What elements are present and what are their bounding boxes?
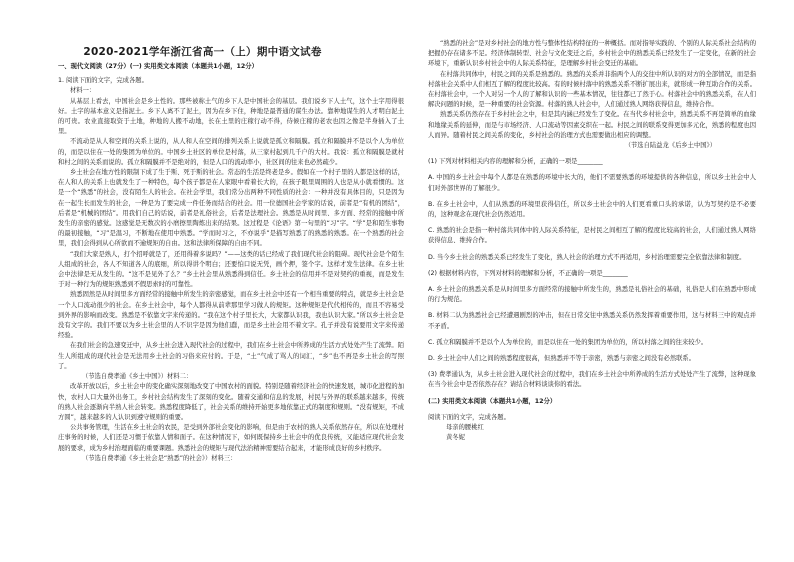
left-column — [58, 62, 404, 464]
paragraph: 在村落共同体中，村民之间的关系是熟悉的。熟悉的关系并非指两个人的交往中所认识的对方的全部情况，而是指村落社会关系中人们相互了解的程度比较高。有的时候村落中的熟悉关系不断扩展出来，就形成一种互助合作的关系。在村落社会中，一个人对另一个人的了解和认识的一些基本情况，往往都已了然于心。村落社会中的熟悉关系，在人们解决问题的时候，是一种重要的社会资源。村落的熟人社会中，人们通过熟人网络获得信息，维持合作。 — [428, 70, 756, 109]
section-heading: 一、现代文阅读（27分）(一) 实用类文本阅读（本题共1小题，12分） — [58, 63, 258, 70]
paragraph: 熟悉关系仍然存在于乡村社会之中，但是其内涵已经发生了变化。在当代乡村社会中，熟悉关系不再是简单的血缘和地缘关系的延伸，而是与市场经济、人口流动等因素交织在一起。村民之间的联系变得更加多元化，熟悉的程度也因人而异。随着村民之间关系的变化，乡村社会的治理方式也需要做出相应的调整。 — [428, 111, 756, 139]
source-note: （节选自费孝通《乡土社会是“熟悉”的社会》）材料三： — [82, 454, 237, 462]
material-label: 材料一： — [70, 87, 96, 95]
option-d: D. 乡土社会中人们之间的熟悉程度很高，但熟悉并不等于亲密，熟悉与亲密之间没有必然联系。 — [428, 355, 696, 363]
source-note: （节选自陆益龙《后乡土中国》） — [624, 142, 716, 150]
paragraph: “熟悉的社会”是对乡村社会的地方性与整体性结构特征的一种概括。而对指导实践的、个别的人际关系社会结构的把握仍存在诸多不足。经济体制转型、社会与文化变迁之后，乡村社会中的熟悉关系已经发生了一定变化，在新的社会环境下，重新认识乡村社会中的人际关系特征，是理解乡村社会变迁的基础。 — [428, 40, 756, 68]
option-b: B. 在乡土社会中，人们从熟悉的环境里获得信任，所以乡土社会中的人们更看重口头的承诺，认为写契约是不必要的，这种观念在现代社会仍然适用。 — [428, 200, 756, 219]
paragraph: “我们大家是熟人，打个招呼就是了，还用得着多说吗？”——这类的话已经成了我们现代社会的阻碍。现代社会是个陌生人组成的社会，各人不知道各人的底细，所以得讲个明白；还要怕口说无凭，画个押，签个字。这样才发生法律。在乡土社会中法律是无从发生的。“这不是见外了么？”乡土社会里从熟悉得到信任。乡土社会的信用并不是对契约的重视，而是发生于对一种行为的规矩熟悉到不假思索时的可靠性。 — [58, 250, 404, 289]
paragraph: 公共事务管理，生活在乡土社会的农民，是受到外部社会变化的影响，但是由于农村的熟人关系依然存在，所以在处理村庄事务的时候，人们还是习惯于依靠人情和面子。在这种情况下，如何既保持乡土社会中的优良传统，又能适应现代社会发展的要求，成为乡村治理面临的重要课题。熟悉社会的规矩与现代法治精神需要结合起来，才能形成良好的乡村秩序。 — [58, 424, 404, 452]
right-column — [428, 39, 756, 444]
section-heading: (二) 实用类文本阅读（本题共1小题，12分） — [428, 397, 557, 405]
poem-author: 黄冬妮 — [446, 434, 465, 442]
option-a: A. 中国的乡土社会中每个人都是在熟悉的环境中长大的，他们不需要熟悉的环境提供的各种信息，所以乡土社会中人们对外部世界的了解很少。 — [428, 174, 756, 192]
question-stem: (1) 下列对材料相关内容的理解和分析，正确的一项是________ — [428, 158, 603, 166]
option-d: D. 当今乡土社会的熟悉关系已经发生了变化，熟人社会的治理方式不再适用，乡村治理需要完全依靠法律和制度。 — [428, 253, 746, 261]
paragraph: 改革开放以后，乡土社会中的变化确实深刻地改变了中国农村的面貌。特别是随着经济社会的快速发展，城市化进程的加快，农村人口大量外出务工，乡村社会结构发生了深刻的变化。随着交通和信息的发展，村民与外界的联系越来越多，传统的熟人社会逐渐向半熟人社会转变。熟悉程度降低了，社会关系的维持开始更多地依靠正式的制度和规则。“没有规矩，不成方圆”，越来越多的人认识到遵守规则的重要。 — [58, 383, 404, 421]
question-stem: (2) 根据材料内容，下列对材料的理解和分析，不正确的一项是________ — [428, 269, 628, 277]
paragraph: 从基层上看去，中国社会是乡土性的。那些被称土气的乡下人是中国社会的基层。我们说乡下人土气，这个土字用得很好。土字的基本意义是指泥土。乡下人离不了泥土，因为在乡下住，种地是最普通的谋生办法。靠种地谋生的人才明白泥土的可贵。农业直接取资于土地，种地的人搬不动地，长在土里的庄稼行动不得，侍候庄稼的老农也因之像是半身插入了土里。 — [58, 97, 404, 136]
poem-title: 母亲的腰桃红 — [446, 424, 484, 432]
paragraph: 在我们社会的急速变迁中，从乡土社会进入现代社会的过程中，我们在乡土社会中所养成的生活方式处处产生了流弊。陌生人所组成的现代社会是无法用乡土社会的习俗来应付的。于是，“土”气成了骂人的词汇，“乡”也不再是乡土社会的写照了。 — [58, 342, 404, 370]
page-title: 2020-2021学年浙江省高一（上）期中语文试卷 — [83, 46, 322, 58]
source-note: （节选自费孝通《乡土中国》）材料二： — [82, 373, 193, 381]
paragraph: 乡土社会在地方性的限制下成了生于斯、死于斯的社会。常态的生活是终老是乡。假如在一个村子里的人都是这样的话，在人和人的关系上也就发生了一种特色，每个孩子都是在人家眼中看着长大的，在孩子眼里周围的人也是从小就看惯的。这是一个“熟悉”的社会，没有陌生人的社会。在社会学里，我们常分出两种不同性质的社会：一种并没有具体目的，只是因为在一起生长而发生的社会，一种是为了要完成一件任务而结合的社会。用一位德国社会学家的话说，前者是“有机的团结”，后者是“机械的团结”。用我们自己的话说，前者是礼俗社会，后者是法理社会。熟悉是从时间里、多方面、经常的接触中所发生的亲密的感觉。这感觉是无数次的小磨擦里陶炼出来的结果。这过程是《论语》第一句里的“习”字。“学”是和陌生事物的最初接触，“习”是温习，不断地在使用中熟悉。“学而时习之，不亦说乎”是描写熟悉了的熟悉的熟悉。在一个熟悉的社会里，我们会得到从心所欲而不逾规矩的自由。这和法律所保障的自由不同。 — [58, 169, 404, 248]
question-stem: (3) 费孝通认为，从乡土社会进入现代社会的过程中，我们在乡土社会中所养成的生活方式处处产生了流弊，这种现象在当今社会中是否依然存在？请结合材料谈谈你的看法。 — [428, 371, 756, 389]
question-intro: 阅读下面的文字，完成各题。 — [428, 413, 510, 421]
paragraph: 熟悉固然是从时间里多方面经常的接触中所发生的亲密感觉，而在乡土社会中还有一个相当重要的特点，就是乡土社会是一个人口流动很少的社会。在乡土社会中，每个人都得从前辈那里学习做人的规矩。这种规矩是代代相传的，而且不容易受到外界的影响而改变。熟悉是不依靠文字来传递的。“我在这个村子里长大，大家都认识我，我也认识大家。”所以乡土社会是没有文字的。我们不要以为乡土社会里的人不识字是因为他们蠢，而是乡土社会用不着文字。孔子并没有说要用文字来传递经验。 — [58, 291, 404, 340]
option-b: B. 材料二认为熟悉社会已经遭遇剧烈的冲击，但在日常交往中熟悉关系仍然发挥着重要作用，这与材料三中的观点并不矛盾。 — [428, 312, 756, 330]
option-a: A. 乡土社会的熟悉关系是从时间里多方面经常的接触中所发生的，熟悉是礼俗社会的基础，礼俗是人们在熟悉中形成的行为规范。 — [428, 286, 756, 304]
question-intro: 1. 阅读下面的文字，完成各题。 — [58, 77, 148, 85]
option-c: C. 孤立和隔膜并不是以个人为单位的，而是以住在一处的集团为单位的，所以村落之间的往来较少。 — [428, 338, 708, 346]
paragraph: 不流动是从人和空间的关系上说的，从人和人在空间的排列关系上说就是孤立和隔膜。孤立和隔膜并不是以个人为单位的，而是以住在一处的集团为单位的。中国乡土社区的单位是村落，从三家村起到几千户的大村。我说：孤立和隔膜是就村和村之间的关系而说的。孤立和隔膜并不是绝对的，但是人口的流动率小，社区间的往来也必然疏少。 — [58, 138, 404, 166]
option-c: C. 熟悉的社会是指一种村落共同体中的人际关系特征，是村民之间相互了解的程度比较高的社会，人们通过熟人网络获得信息、维持合作。 — [428, 227, 756, 245]
